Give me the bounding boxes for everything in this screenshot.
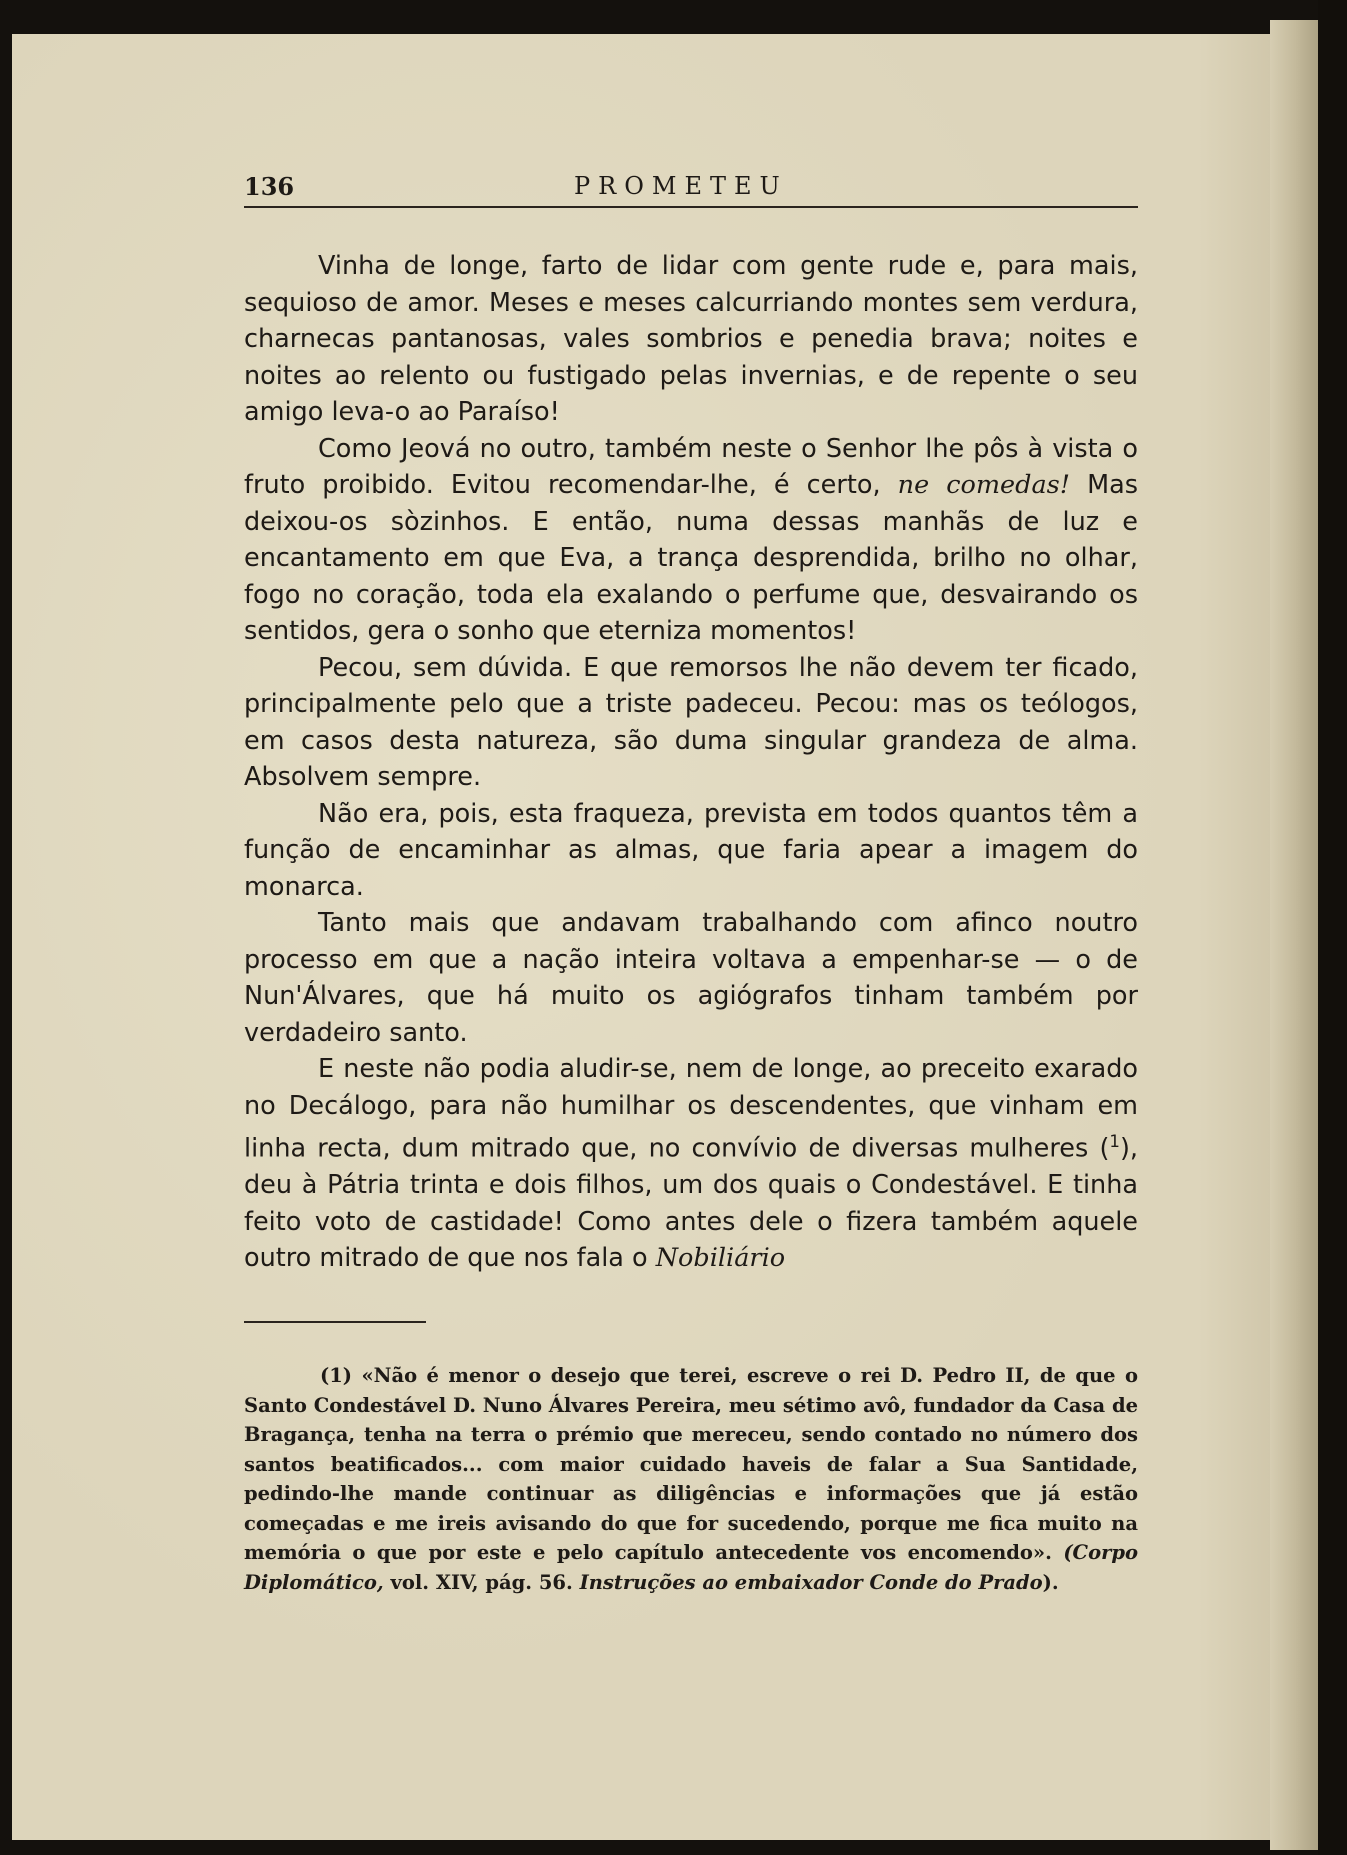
footnote-source-document: Instruções ao embaixador Conde do Prado: [579, 1570, 1043, 1594]
paragraph-3: [244, 650, 1138, 796]
paragraph-2: [244, 431, 1138, 650]
paragraph-3-text: Pecou, sem dúvida. E que remorsos lhe não devem ter ficado, principalmente pelo que a triste padeceu. Pecou: mas os teólogos, em casos desta natureza, são duma singular grandeza de alma. Absolvem sempre.: [244, 652, 1138, 792]
paragraph-6-text-before: E neste não podia aludir-se, nem de longe, ao preceito exarado no Decálogo, para não humilhar os descendentes, que vinham em linha recta, dum mitrado que, no convívio de diversas mulheres (: [244, 1054, 1138, 1164]
body-text: [244, 248, 1138, 1277]
paragraph-6-book-title: Nobiliário: [655, 1243, 786, 1273]
footnote-separator: [244, 1321, 426, 1323]
footnote: [244, 1361, 1138, 1597]
footnote-marker: (1): [320, 1364, 353, 1387]
page-number: 136: [244, 172, 295, 201]
footnote-text: «Não é menor o desejo que terei, escreve o rei D. Pedro II, de que o Santo Condestável D. Nuno Álvares Pereira, meu sétimo avô, fundador da Casa de Bragança, tenha na terra o prémio que mereceu, sendo contado no número dos santos beatificados... com maior cuidado haveis de falar a Sua Santidade, pedindo-lhe mande continuar as diligências e informações que já estão começadas e me ireis avisando do que for sucedendo, porque me fica muito na memória o que por este e pelo capítulo antecedente vos encomendo».: [244, 1364, 1138, 1564]
paragraph-1: [244, 248, 1138, 431]
running-head-title: PROMETEU: [574, 172, 788, 200]
paragraph-1-text: Vinha de longe, farto de lidar com gente rude e, para mais, sequioso de amor. Meses e meses calcurriando montes sem verdura, charnecas pantanosas, vales sombrios e penedia brava; noites e noites ao relento ou fustigado pelas invernias, e de repente o seu amigo leva-o ao Paraíso!: [244, 251, 1138, 427]
footnote-end: ).: [1042, 1570, 1059, 1594]
paragraph-2-latin-phrase: ne comedas!: [897, 470, 1070, 500]
page-gutter-fold: [1270, 20, 1320, 1850]
paragraph-2-text-after: Mas deixou-os sòzinhos. E então, numa dessas manhãs de luz e encantamento em que Eva, a trança desprendida, brilho no olhar, fogo no coração, toda ela exalando o perfume que, desvairando os sentidos, gera o sonho que eterniza momentos!: [244, 470, 1138, 646]
footnote-paragraph: [244, 1361, 1138, 1597]
page-header: [244, 172, 1138, 208]
paragraph-2-text-before: Como Jeová no outro, também neste o Senhor lhe pôs à vista o fruto proibido. Evitou recomendar-lhe, é certo,: [244, 433, 1138, 500]
paragraph-4: [244, 796, 1138, 906]
scan-border-right: [1318, 0, 1347, 1855]
footnote-source-reference: vol. XIV, pág. 56.: [383, 1570, 580, 1594]
paragraph-5: [244, 905, 1138, 1051]
paragraph-5-text: Tanto mais que andavam trabalhando com afinco noutro processo em que a nação inteira voltava a empenhar-se — o de Nun'Álvares, que há muito os agiógrafos tinham também por verdadeiro santo.: [244, 908, 1138, 1048]
paragraph-4-text: Não era, pois, esta fraqueza, prevista em todos quantos têm a função de encaminhar as almas, que faria apear a imagem do monarca.: [244, 798, 1138, 902]
paragraph-6-text-after: ), deu à Pátria trinta e dois filhos, um dos quais o Condestável. E tinha feito voto de castidade! Como antes dele o fizera também aquele outro mitrado de que nos fala o: [244, 1133, 1138, 1273]
footnote-reference[interactable]: 1: [1109, 1132, 1120, 1151]
paragraph-6: [244, 1051, 1138, 1277]
footnote-source-title: (Corpo Diplomático,: [244, 1541, 1138, 1594]
